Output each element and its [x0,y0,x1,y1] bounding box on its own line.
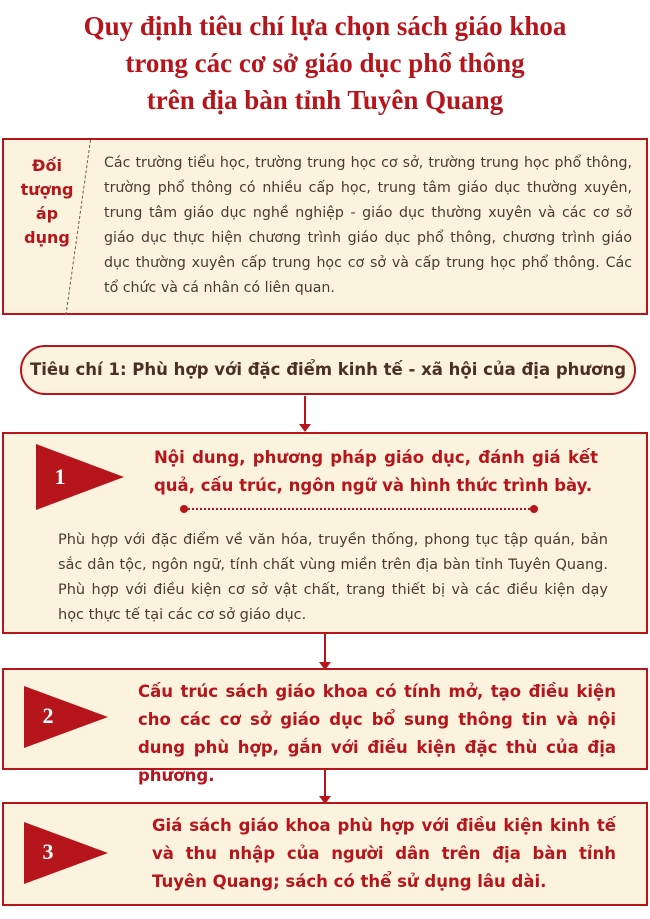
scope-label-line: tượng [20,180,74,199]
item-number: 2 [42,703,54,728]
scope-text: Các trường tiểu học, trường trung học cơ sở, trường trung học phổ thông, trường phổ thông có nhiều cấp học, trung tâm giáo dục thường xuyên, trung tâm giáo dục nghề nghiệp - giáo dục thường xuyên và các cơ sở giáo dục thực hiện chương trình giáo dục phổ thông, chương trình giáo dục thường xuyên cấp trung học cơ sở và cấp trung học phổ thông. Các tổ chức và cá nhân có liên quan. [104,155,632,296]
item-body: Phù hợp với đặc điểm về văn hóa, truyền thống, phong tục tập quán, bản sắc dân tộc, ngôn ngữ, tính chất vùng miền trên địa bàn tỉnh Tuyên Quang. Phù hợp với điều kiện cơ sở vật chất, trang thiết bị và các điều kiện dạy học thực tế tại các cơ sở giáo dục. [58,532,608,623]
criteria-item-3 [2,802,648,906]
pennant-flag-icon [36,444,126,510]
down-arrow-icon [304,396,306,426]
down-arrow-icon [324,634,326,664]
scope-label [16,154,78,250]
item-heading: Nội dung, phương pháp giáo dục, đánh giá kết quả, cấu trúc, ngôn ngữ và hình thức trình bày. [154,448,598,495]
dotted-divider [184,508,534,510]
criteria-item-1 [2,432,648,634]
title-line-2: trong các cơ sở giáo dục phổ thông [125,48,525,78]
criteria-item-2 [2,668,648,785]
item-number: 3 [42,839,54,864]
item-heading: Giá sách giáo khoa phù hợp với điều kiện kinh tế và thu nhập của người dân trên địa bàn tỉnh Tuyên Quang; sách có thể sử dụng lâu dài. [152,816,616,891]
title-line-3: trên địa bàn tỉnh Tuyên Quang [146,85,504,115]
scope-box [2,138,648,315]
scope-label-line: Đối [32,156,62,175]
criteria-title: Tiêu chí 1: Phù hợp với đặc điểm kinh tế - xã hội của địa phương [20,345,636,395]
scope-label-line: áp [35,204,59,223]
down-arrow-icon [324,768,326,798]
page-title [0,8,650,119]
item-heading: Cấu trúc sách giáo khoa có tính mở, tạo điều kiện cho các cơ sở giáo dục bổ sung thông tin và nội dung phù hợp, gắn với điều kiện đặc thù của địa phương. [138,682,616,785]
scope-label-line: dụng [24,228,70,247]
item-number: 1 [54,464,66,489]
title-line-1: Quy định tiêu chí lựa chọn sách giáo khoa [83,11,567,41]
pennant-flag-icon [24,686,110,748]
pennant-flag-icon [24,822,110,884]
